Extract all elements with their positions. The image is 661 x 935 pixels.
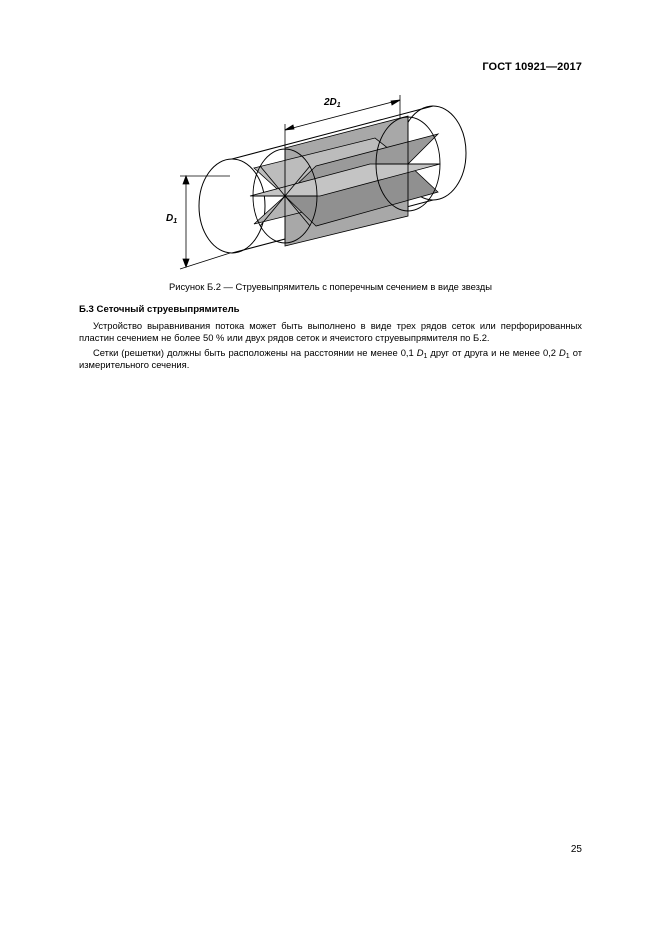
- star-blades: [250, 116, 440, 246]
- flow-straightener-figure: [150, 88, 490, 273]
- diameter-dimension: [180, 176, 230, 269]
- paragraph-2-text-2: друг от друга и не менее 0,2: [427, 346, 560, 358]
- paragraph-1: Устройство выравнивания потока может быть выполнено в виде трех рядов сеток или перфорированных пластин сечением не более 50 % или двух рядов сеток и ячеистого струевыпрямителя по Б.2.: [79, 319, 582, 344]
- document-code: ГОСТ 10921—2017: [482, 61, 582, 73]
- paragraph-2-text-1: Сетки (решетки) должны быть расположены на расстоянии не менее 0,1: [93, 346, 417, 358]
- paragraph-2: [79, 347, 582, 372]
- diameter-arrow-top: [183, 176, 189, 184]
- page-number: 25: [570, 844, 582, 855]
- length-arrow-right: [391, 100, 400, 105]
- diameter-arrow-bottom: [183, 259, 189, 267]
- pipe-left-end: [199, 159, 265, 253]
- subscript-1: 1: [423, 352, 428, 360]
- diameter-dimension-label: $D_1$: [166, 213, 178, 225]
- figure-caption: Рисунок Б.2 — Струевыпрямитель с поперечным сечением в виде звезды: [169, 281, 492, 292]
- subscript-1-2: 1: [565, 352, 570, 360]
- flow-straightener-drawing: [150, 88, 490, 273]
- section-b3: [79, 304, 582, 372]
- length-dimension-label: $2D_1$: [324, 97, 341, 109]
- variable-d-2: D: [559, 346, 566, 358]
- paragraph-2-text-3: от измерительного сечения.: [79, 346, 583, 371]
- length-arrow-left: [285, 125, 294, 130]
- variable-d: D: [416, 346, 424, 358]
- section-heading: Б.3 Сеточный струевыпрямитель: [79, 304, 240, 315]
